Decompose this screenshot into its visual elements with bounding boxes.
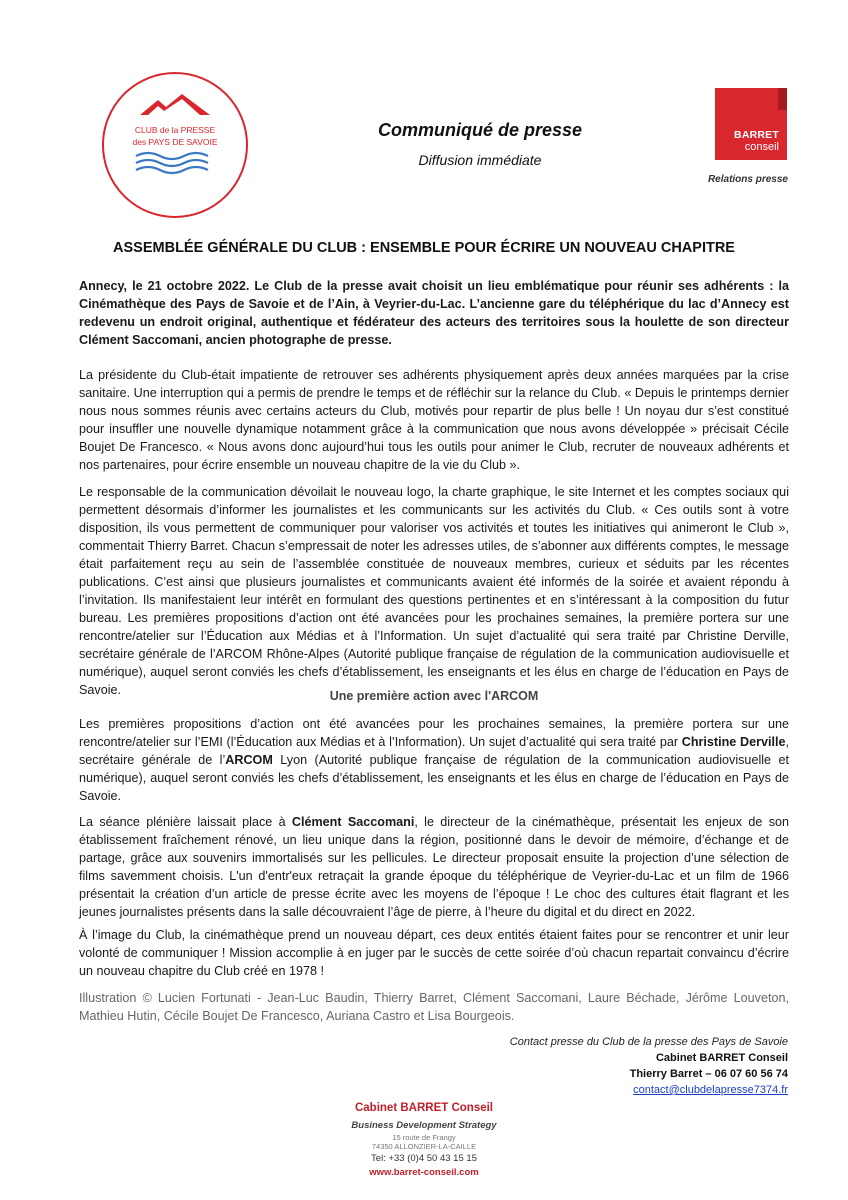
logo-fold bbox=[778, 88, 787, 110]
barret-logo bbox=[715, 88, 787, 160]
text-run: , secrétaire générale de l’ bbox=[79, 735, 789, 767]
bold-arcom: ARCOM bbox=[225, 753, 273, 767]
paragraph-conclusion: À l’image du Club, la cinémathèque prend un nouveau départ, ces deux entités étaient faites pour se rencontrer et unir leur volonté de communiquer ! Mission accomplie à en juger par le succès de cette soirée d’où chacun repartait convaincu d’écrire un nouveau chapitre du Club créé en 1978 ! bbox=[79, 928, 789, 978]
contact-person: Thierry Barret – 06 07 60 56 74 bbox=[629, 1068, 788, 1080]
contact-label: Contact presse du Club de la presse des Pays de Savoie bbox=[509, 1036, 788, 1048]
section-subheading: Une première action avec l'ARCOM bbox=[329, 689, 539, 703]
text-run: Les premières propositions d’action ont été avancées pour les prochaines semaines, la première portera sur une rencontre/atelier sur l’EMI (l’Éducation aux Médias et à l’Information). Un sujet d’actualité qui sera traité par bbox=[79, 717, 789, 749]
footer-tagline: Business Development Strategy bbox=[351, 1120, 497, 1131]
paragraph-seance bbox=[79, 813, 789, 921]
club-logo-line2: des PAYS DE SAVOIE bbox=[132, 137, 218, 147]
paragraph-communication: Le responsable de la communication dévoilait le nouveau logo, la charte graphique, le site Internet et les comptes sociaux qui permettent désormais d’informer les journalistes et les communicants sur les activités du Club. « Ces outils sont à votre disposition, ils vous permettent de communiquer pour valoriser vos activités et toutes les initiatives qui animeront le Club », commentait Thierry Barret. Chacun s’empressait de noter les adresses utiles, de s’abonner aux différents comptes, le message était parfaitement reçu au sein de l’assemblée constituée de nouveaux membres, curieux et séduits par les récentes publications. C’est ainsi que plusieurs journalistes et communicants avaient été informés de la soirée et avaient répondu à l’invitation. Ils manifestaient leur intérêt en formulant des questions pertinentes et en s’intéressant à la composition du futur bureau. Les premières propositions d’action ont été avancées pour les prochaines semaines, la première portera sur une rencontre/atelier sur l’Éducation aux Médias et à l’Information. Un sujet d’actualité qui sera traité par Christine Derville, secrétaire générale de l’ARCOM Rhône-Alpes (Autorité publique française de régulation de la communication audiovisuelle et numérique), auquel seront conviés les chefs d’établissement, les enseignants et les élus en charge de l’éducation en Pays de Savoie. bbox=[79, 485, 789, 697]
footer-address-line2: 74350 ALLONZIER-LA-CAILLE bbox=[371, 1142, 477, 1151]
text-run: La séance plénière laissait place à bbox=[79, 815, 292, 829]
paragraph-arcom bbox=[79, 715, 789, 805]
footer-company: Cabinet BARRET Conseil bbox=[354, 1102, 493, 1114]
wave-line-3 bbox=[136, 167, 208, 173]
bold-name-derville: Christine Derville bbox=[681, 735, 786, 749]
press-release-title: Communiqué de presse bbox=[377, 120, 583, 140]
text-run: , le directeur de la cinémathèque, présentait les enjeux de son établissement fraîchement rénové, un lieu unique dans la région, positionné dans le devoir de mémoire, d’échange et de partage, grâce aux souvenirs immortalisés sur les pellicules. Le directeur proposait ensuite la projection d’une sélection de films savemment choisis. L'un d'entr'eux retraçait la grande époque du téléphérique de Veyrier-du-Lac et un film de 1966 présentait la création d’un article de presse écrite avec les moyens de l’époque ! Le choc des cultures était flagrant et les jeunes journalistes présents dans la salle découvraient l’âge de pierre, à l’heure du digital et du direct en 2022. bbox=[79, 815, 789, 919]
barret-tagline: Relations presse bbox=[707, 174, 788, 185]
footer-phone: Tel: +33 (0)4 50 43 15 15 bbox=[371, 1153, 477, 1164]
photo-credit: Illustration © Lucien Fortunati - Jean-Luc Baudin, Thierry Barret, Clément Saccomani, Laure Béchade, Jérôme Louveton, Mathieu Hutin, Cécile Boujet De Francesco, Auriana Castro et Lisa Bourgeois. bbox=[79, 991, 789, 1023]
barret-logo-name: BARRET bbox=[734, 129, 779, 141]
contact-email-link[interactable]: contact@clubdelapresse7374.fr bbox=[633, 1084, 788, 1096]
contact-company: Cabinet BARRET Conseil bbox=[655, 1052, 788, 1064]
club-logo-graphic bbox=[100, 70, 250, 220]
bold-name-saccomani: Clément Saccomani bbox=[291, 815, 415, 829]
paragraph-president: La présidente du Club-était impatiente de retrouver ses adhérents physiquement après deux années marquées par la crise sanitaire. Une interruption qui a permis de prendre le temps et de réfléchir sur la relance du Club. « Depuis le printemps dernier nous nous sommes réunis avec certains acteurs du Club, motivés pour repartir de plus belle ! Un noyau dur s’est constitué pour insuffler une nouvelle dynamique notamment grâce à la communication que nous avons développée » précisait Cécile Boujet De Francesco. « Nous avons donc aujourd’hui tous les outils pour animer le Club, recruter de nouveaux adhérents et nos partenaires, pour écrire ensemble un nouveau chapitre de la vie du Club ». bbox=[79, 368, 789, 472]
headline: ASSEMBLÉE GÉNÉRALE DU CLUB : ENSEMBLE POUR ÉCRIRE UN NOUVEAU CHAPITRE bbox=[113, 240, 735, 256]
footer-website-link[interactable]: www.barret-conseil.com bbox=[369, 1167, 479, 1178]
wave-line-2 bbox=[136, 160, 208, 166]
barret-logo-conseil: conseil bbox=[744, 141, 779, 153]
text-run: Lyon (Autorité publique française de régulation de la communication audiovisuelle et numérique), auquel seront conviés les chefs d’établissement, les enseignants et les élus en charge de l’éducation en Pays de Savoie. bbox=[79, 753, 789, 803]
club-logo bbox=[100, 70, 250, 220]
wave-line-1 bbox=[136, 153, 208, 159]
club-logo-line1: CLUB de la PRESSE bbox=[134, 125, 216, 135]
press-release-subtitle: Diffusion immédiate bbox=[418, 152, 542, 168]
footer-address-line1: 15 route de Frangy bbox=[392, 1133, 456, 1142]
lead-paragraph: Annecy, le 21 octobre 2022. Le Club de la presse avait choisit un lieu emblématique pour réunir ses adhérents : la Cinémathèque des Pays de Savoie et de l’Ain, à Veyrier-du-Lac. L’ancienne gare du téléphérique du lac d’Annecy est redevenu un endroit original, authentique et fédérateur des acteurs des territoires sous la houlette de son directeur Clément Saccomani, ancien photographe de presse. bbox=[79, 279, 789, 347]
